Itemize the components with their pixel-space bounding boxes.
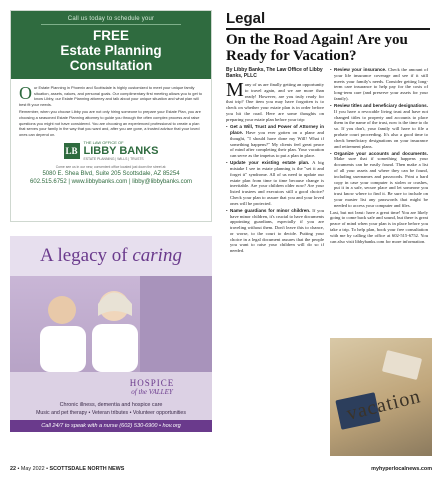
logo-top-text: THE LAW OFFICE OF (83, 140, 124, 146)
hospice-logo-line1: HOSPICE (129, 378, 175, 388)
hospice-logo (92, 378, 212, 396)
office-note: Come see us in our new, convenient office located just down the street at: (55, 164, 167, 169)
list-item: • Organize your accounts and documents. Make sure that if something happens your documents can be easily found. Then make a list of all your assets and where they can be found, including usernames and passwords. Print a hard copy in case your computer is stolen or crashes, put it in a safe, secure place and let someone you trust know where to find it. Be sure to include on your master list any passwords that might be needed to access your computer and files. (330, 150, 428, 208)
bullet-list-2 (330, 67, 428, 209)
issue-date: May 2022 (20, 466, 45, 472)
article-byline: By Libby Banks, The Law Office of Libby Banks, PLLC (226, 67, 323, 80)
banner-free: FREE (92, 28, 129, 43)
logo-sub: ESTATE PLANNING | WILLS | TRUSTS (83, 156, 144, 161)
vacation-photo (330, 338, 432, 456)
list-item: • Review titles and beneficiary designations. If you have a revocable living trust and have not changed titles to property and accounts to place them in the name of the trust, now is the time to do so. If you don't, your family will have to file a probate court proceeding. It's also a good time to check beneficiary designations on your insurance and retirement plans. (330, 102, 428, 149)
libby-ad-para2: Remember, when you choose Libby you are not only hiring someone to prepare your Estate Plan, you are choosing a seasoned Estate Planning attorney to guide you through the often complex process and raise questions you might not have considered. You are choosing an experienced professional to create a plan that serves your family in the way that you want and, after you are gone, a trusted advisor that your loved ones can depend on. (19, 109, 201, 137)
lb-logo-icon: LB (64, 143, 80, 159)
list-item: • Review your insurance. Check the amount of your life insurance coverage and see if it still meets your family's needs. Consider getting long-term care insurance to help pay for the costs of long-term care (and preserve your assets for your family). (330, 67, 428, 101)
article-lead: Many of us are finally getting an opportunity to travel again, and we are more than ready! However, are you truly ready for that trip? One item you may have forgotten is to check on whether your estate plan is in order before you hit the road. Here are some thoughts on preparing your estate plan before your trip: (226, 79, 324, 122)
luggage-tag-icon (382, 350, 422, 380)
article-closing: Last, but not least: have a great time! You are likely going to come back safe and sound, but there is great peace of mind when your plan is in place before you take a trip. To help plan, book your free consultation with me by calling the office at 602-515-6752. You can also visit libbybanks.com for more information. (330, 209, 428, 244)
section-label: Legal (226, 10, 266, 27)
banner-small-text: Call us today to schedule your (41, 16, 181, 25)
drop-cap: O (19, 83, 32, 103)
libby-ad-para1: Our Estate Planning in Phoenix and Scottsdale is highly customized to meet your unique family situation, assets, values, and personal goals. Our complimentary first meeting allows you to get to know Libby, our Estate Planning attorney and talk about your unique situation and what plan will best fit your needs. (19, 83, 203, 107)
hospice-headline: A legacy of caring (10, 236, 212, 276)
couple-photo-icon (10, 276, 212, 372)
bullet-icon: • (330, 67, 332, 72)
section-divider (226, 28, 430, 30)
list-item: • Update your existing estate plan. A big mistake I see in estate planning is the "set it and forget it" syndrome. All of us need to update our estate plan from time to time because change is inevitable. Are your children older now? Are your listed trustees and executors still a good choice? Check your plan to assure that you and your loved ones will be protected. (226, 160, 324, 206)
bullet-list-1 (226, 124, 324, 254)
libby-banks-logo (19, 140, 203, 162)
hospice-tagline-2: Music and pet therapy • Veteran tributes • Volunteer opportunities (36, 410, 186, 416)
list-item: • Get a Will, Trust and Power of Attorney in place. Have you ever gotten on a plane and thought, "I should have done my Will! What if something happens?" My clients feel great peace of mind after completing their plan. Your vacation can serve as the impetus to put a plan in place. (226, 124, 324, 159)
bullet-icon: • (330, 150, 332, 156)
footer-website[interactable]: myhyperlocalnews.com (371, 466, 432, 472)
consultation-banner (11, 11, 211, 79)
libby-banks-ad[interactable] (10, 10, 212, 222)
list-item: • Name guardians for minor children. If you have minor children, it's crucial to have documents appointing guardians, especially if you are traveling without them. Don't leave this to chance, or worse, to the court to decide. Putting your choice in a legal document assures that the people you want to raise your children will do so if needed. (226, 207, 324, 254)
article-headline: On the Road Again! Are you Ready for Vacation? (226, 32, 408, 64)
bullet-icon: • (226, 207, 228, 213)
hospice-ad[interactable] (10, 236, 212, 432)
publication-name: SCOTTSDALE NORTH NEWS (49, 466, 125, 472)
banner-consultation: Consultation (69, 58, 153, 73)
hospice-photo (10, 276, 212, 372)
office-address: 5080 E. Shea Blvd, Suite 205 Scottsdale, AZ 85254 (42, 171, 180, 178)
hospice-logo-line2: of the VALLEY (131, 388, 173, 396)
office-contact[interactable]: 602.515.6752 | www.libbybanks.com | libby@libbybanks.com (30, 179, 192, 186)
page-number: 22 (10, 466, 16, 472)
article-column-2 (330, 67, 428, 246)
bullet-icon: • (226, 160, 228, 166)
libby-ad-body (11, 79, 211, 186)
bullet-icon: • (330, 102, 332, 108)
hospice-call-bar[interactable]: Call 24/7 to speak with a nurse (602) 530-6900 • hov.org (10, 420, 212, 432)
banner-estate-planning: Estate Planning (60, 43, 162, 58)
vacation-word: vacation (344, 385, 424, 425)
footer-left: 22 • May 2022 • SCOTTSDALE NORTH NEWS (10, 466, 125, 472)
bullet-icon: • (226, 124, 228, 130)
logo-name: LIBBY BANKS (83, 144, 159, 157)
hospice-tagline-1: Chronic illness, dementia and hospice care (59, 402, 163, 408)
article-column-1 (226, 79, 324, 255)
